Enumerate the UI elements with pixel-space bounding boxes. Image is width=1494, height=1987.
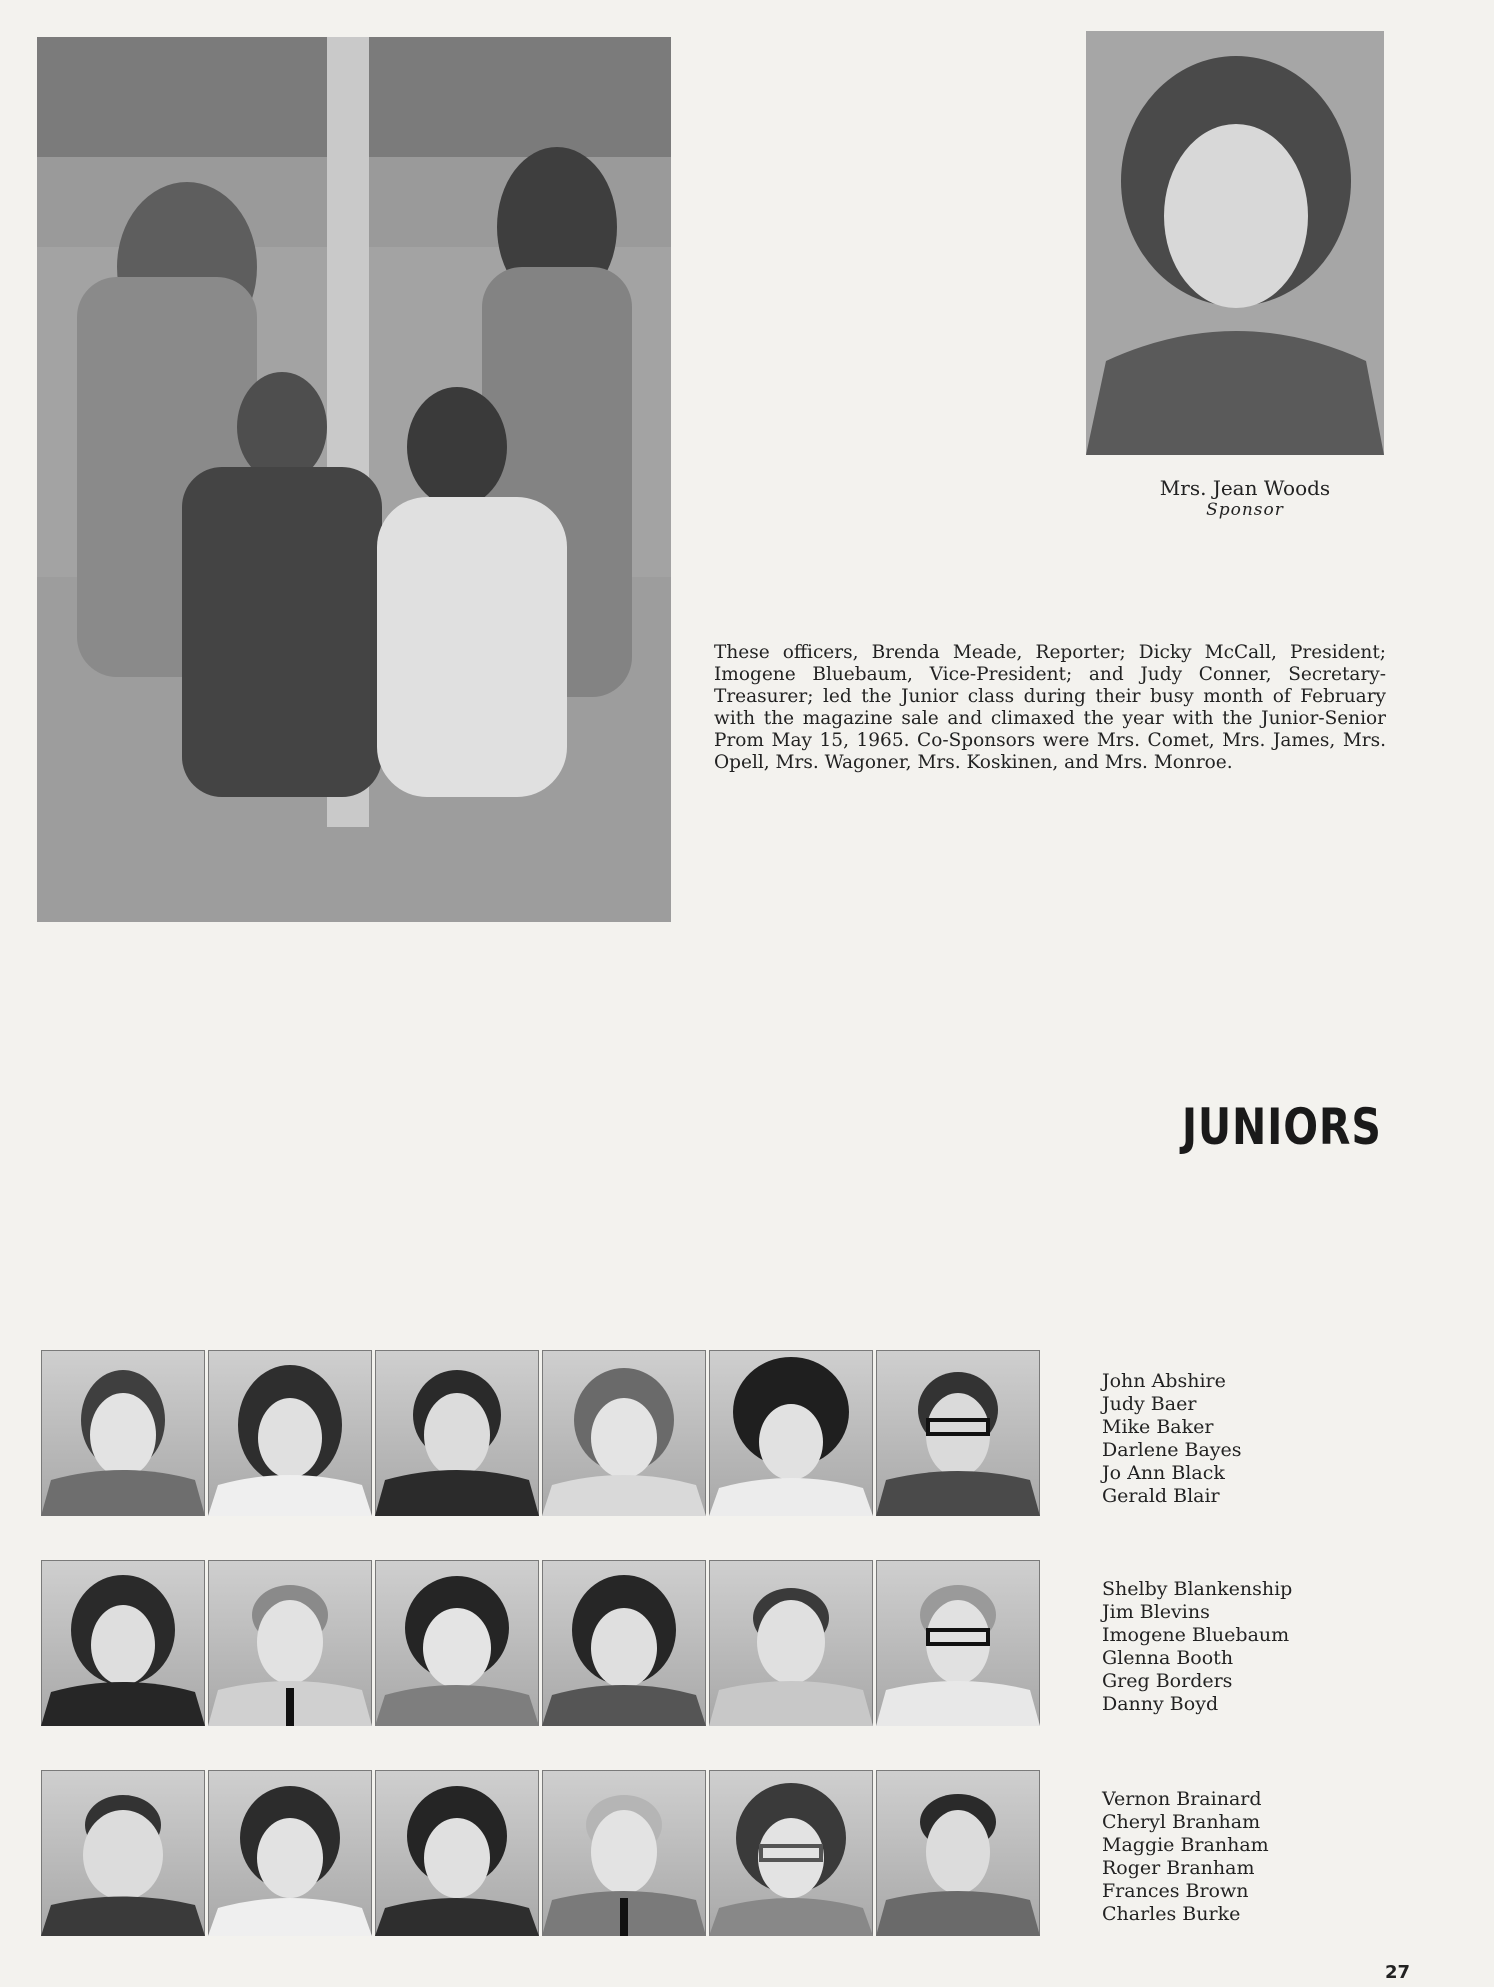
name-list-row-2 [1102,1578,1292,1716]
sponsor-portrait [1086,31,1384,455]
student-portrait [208,1560,372,1726]
student-portrait [375,1560,539,1726]
student-portrait [876,1350,1040,1516]
student-portrait [41,1770,205,1936]
student-portrait [542,1770,706,1936]
student-name: Danny Boyd [1102,1693,1219,1715]
student-portrait [375,1350,539,1516]
sponsor-role: Sponsor [1206,500,1284,520]
student-portrait [876,1770,1040,1936]
student-portrait [709,1770,873,1936]
student-name: Shelby Blankenship [1102,1578,1293,1600]
student-name: Maggie Branham [1102,1834,1269,1856]
student-name: Roger Branham [1102,1857,1255,1879]
sponsor-name: Mrs. Jean Woods [1159,476,1331,500]
student-portrait [709,1560,873,1726]
page-number: 27 [1384,1962,1410,1983]
officers-group-photo [37,37,671,922]
student-name: Frances Brown [1102,1880,1249,1902]
student-name: Imogene Bluebaum [1102,1624,1290,1646]
name-list-row-3 [1102,1788,1269,1926]
student-name: Greg Borders [1102,1670,1233,1692]
student-portrait [208,1770,372,1936]
student-name: Judy Baer [1102,1393,1197,1415]
student-portrait [375,1770,539,1936]
student-name: Charles Burke [1102,1903,1241,1925]
student-name: Vernon Brainard [1102,1788,1262,1810]
student-portrait [709,1350,873,1516]
section-heading: JUNIORS [1182,1098,1382,1156]
student-portrait [41,1560,205,1726]
student-portrait [542,1560,706,1726]
name-list-row-1 [1102,1370,1242,1508]
student-name: Mike Baker [1102,1416,1214,1438]
student-name: Darlene Bayes [1102,1439,1242,1461]
student-name: Glenna Booth [1102,1647,1234,1669]
student-name: Cheryl Branham [1102,1811,1261,1833]
officers-description: These officers, Brenda Meade, Reporter; Dicky McCall, President; Imogene Bluebaum, Vice-President; and Judy Conner, Secretary-Treasurer; led the Junior class during their busy month of February with the magazine sale and climaxed the year with the Junior-Senior Prom May 15, 1965. Co-Sponsors were Mrs. Comet, Mrs. James, Mrs. Opell, Mrs. Wagoner, Mrs. Koskinen, and Mrs. Monroe. [714,642,1386,773]
student-portrait [208,1350,372,1516]
student-name: Jim Blevins [1102,1601,1210,1623]
student-name: Gerald Blair [1102,1485,1220,1507]
student-portrait [41,1350,205,1516]
student-name: Jo Ann Black [1102,1462,1225,1484]
student-name: John Abshire [1102,1370,1226,1392]
student-portrait [876,1560,1040,1726]
student-portrait [542,1350,706,1516]
